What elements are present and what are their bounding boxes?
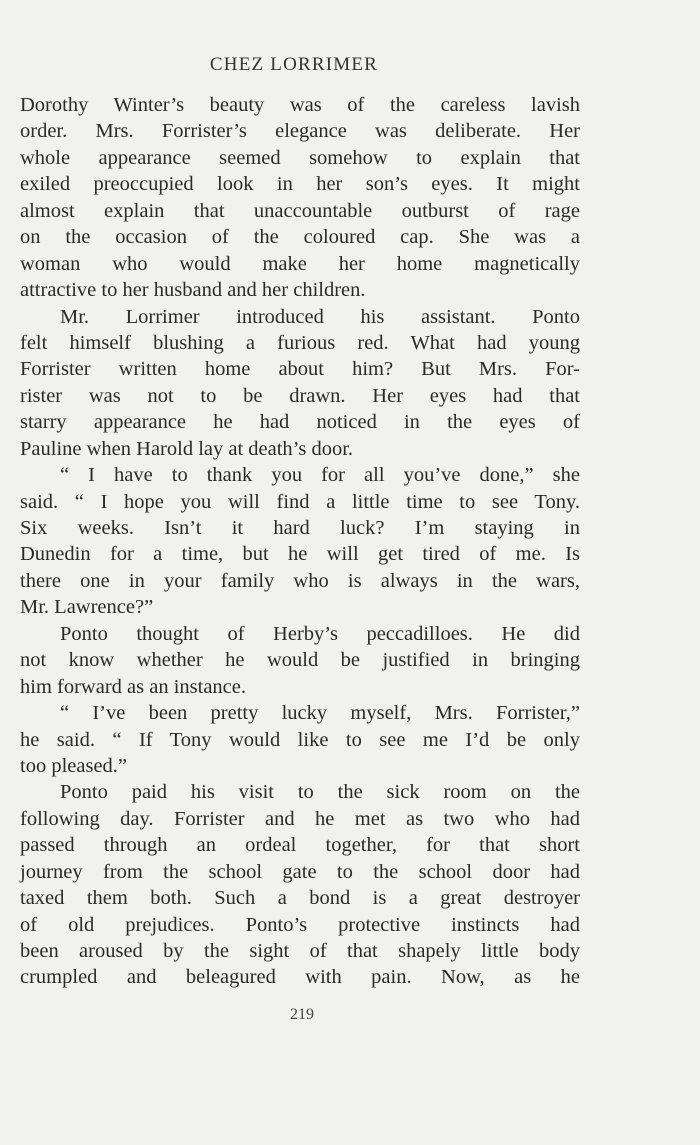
text-line: of old prejudices. Ponto’s protective instincts had <box>20 913 580 936</box>
text-line: exiled preoccupied look in her son’s eyes. It might <box>20 173 580 196</box>
text-line: Ponto paid his visit to the sick room on the <box>60 781 580 804</box>
text-line: journey from the school gate to the school door had <box>20 860 580 883</box>
text-line: been aroused by the sight of that shapely little body <box>20 940 580 962</box>
running-head: CHEZ LORRIMER <box>209 54 379 75</box>
text-line: “ I’ve been pretty lucky myself, Mrs. Forrister,” <box>60 702 580 725</box>
text-line: Mr. Lorrimer introduced his assistant. Ponto <box>60 305 580 328</box>
text-line: starry appearance he had noticed in the eyes of <box>20 411 580 434</box>
text-line: crumpled and beleagured with pain. Now, as he <box>20 966 580 989</box>
text-line: felt himself blushing a furious red. What had young <box>20 331 580 354</box>
text-line: taxed them both. Such a bond is a great destroyer <box>20 887 580 910</box>
text-line: rister was not to be drawn. Her eyes had that <box>20 384 580 407</box>
text-line: Mr. Lawrence?” <box>20 596 154 619</box>
text-line: “ I have to thank you for all you’ve done,” she <box>60 464 580 487</box>
text-line: Ponto thought of Herby’s peccadilloes. He did <box>60 622 580 645</box>
text-line: on the occasion of the coloured cap. She was a <box>20 226 580 249</box>
text-line: woman who would make her home magnetically <box>20 252 580 275</box>
text-line: said. “ I hope you will find a little time to see Tony. <box>20 490 580 513</box>
text-line: too pleased.” <box>20 754 128 777</box>
text-line: attractive to her husband and her children. <box>20 279 366 302</box>
text-line: not know whether he would be justified in bringing <box>20 649 580 672</box>
body-text <box>20 92 580 991</box>
text-line: he said. “ If Tony would like to see me I’d be only <box>20 728 580 751</box>
text-line: Dorothy Winter’s beauty was of the careless lavish <box>20 94 580 116</box>
text-line: almost explain that unaccountable outburst of rage <box>20 199 580 222</box>
text-line: Six weeks. Isn’t it hard luck? I’m staying in <box>20 517 580 539</box>
text-line: passed through an ordeal together, for that short <box>20 834 580 857</box>
text-line: Forrister written home about him? But Mrs. For- <box>20 358 580 381</box>
text-line: him forward as an instance. <box>20 675 246 698</box>
text-line: Pauline when Harold lay at death’s door. <box>20 437 354 460</box>
text-line: there one in your family who is always in the wars, <box>20 569 580 592</box>
page-number: 219 <box>290 1006 314 1023</box>
text-line: order. Mrs. Forrister’s elegance was deliberate. Her <box>20 120 580 143</box>
text-line: following day. Forrister and he met as two who had <box>20 807 580 830</box>
text-line: Dunedin for a time, but he will get tired of me. Is <box>20 543 580 566</box>
text-line: whole appearance seemed somehow to explain that <box>20 146 580 169</box>
